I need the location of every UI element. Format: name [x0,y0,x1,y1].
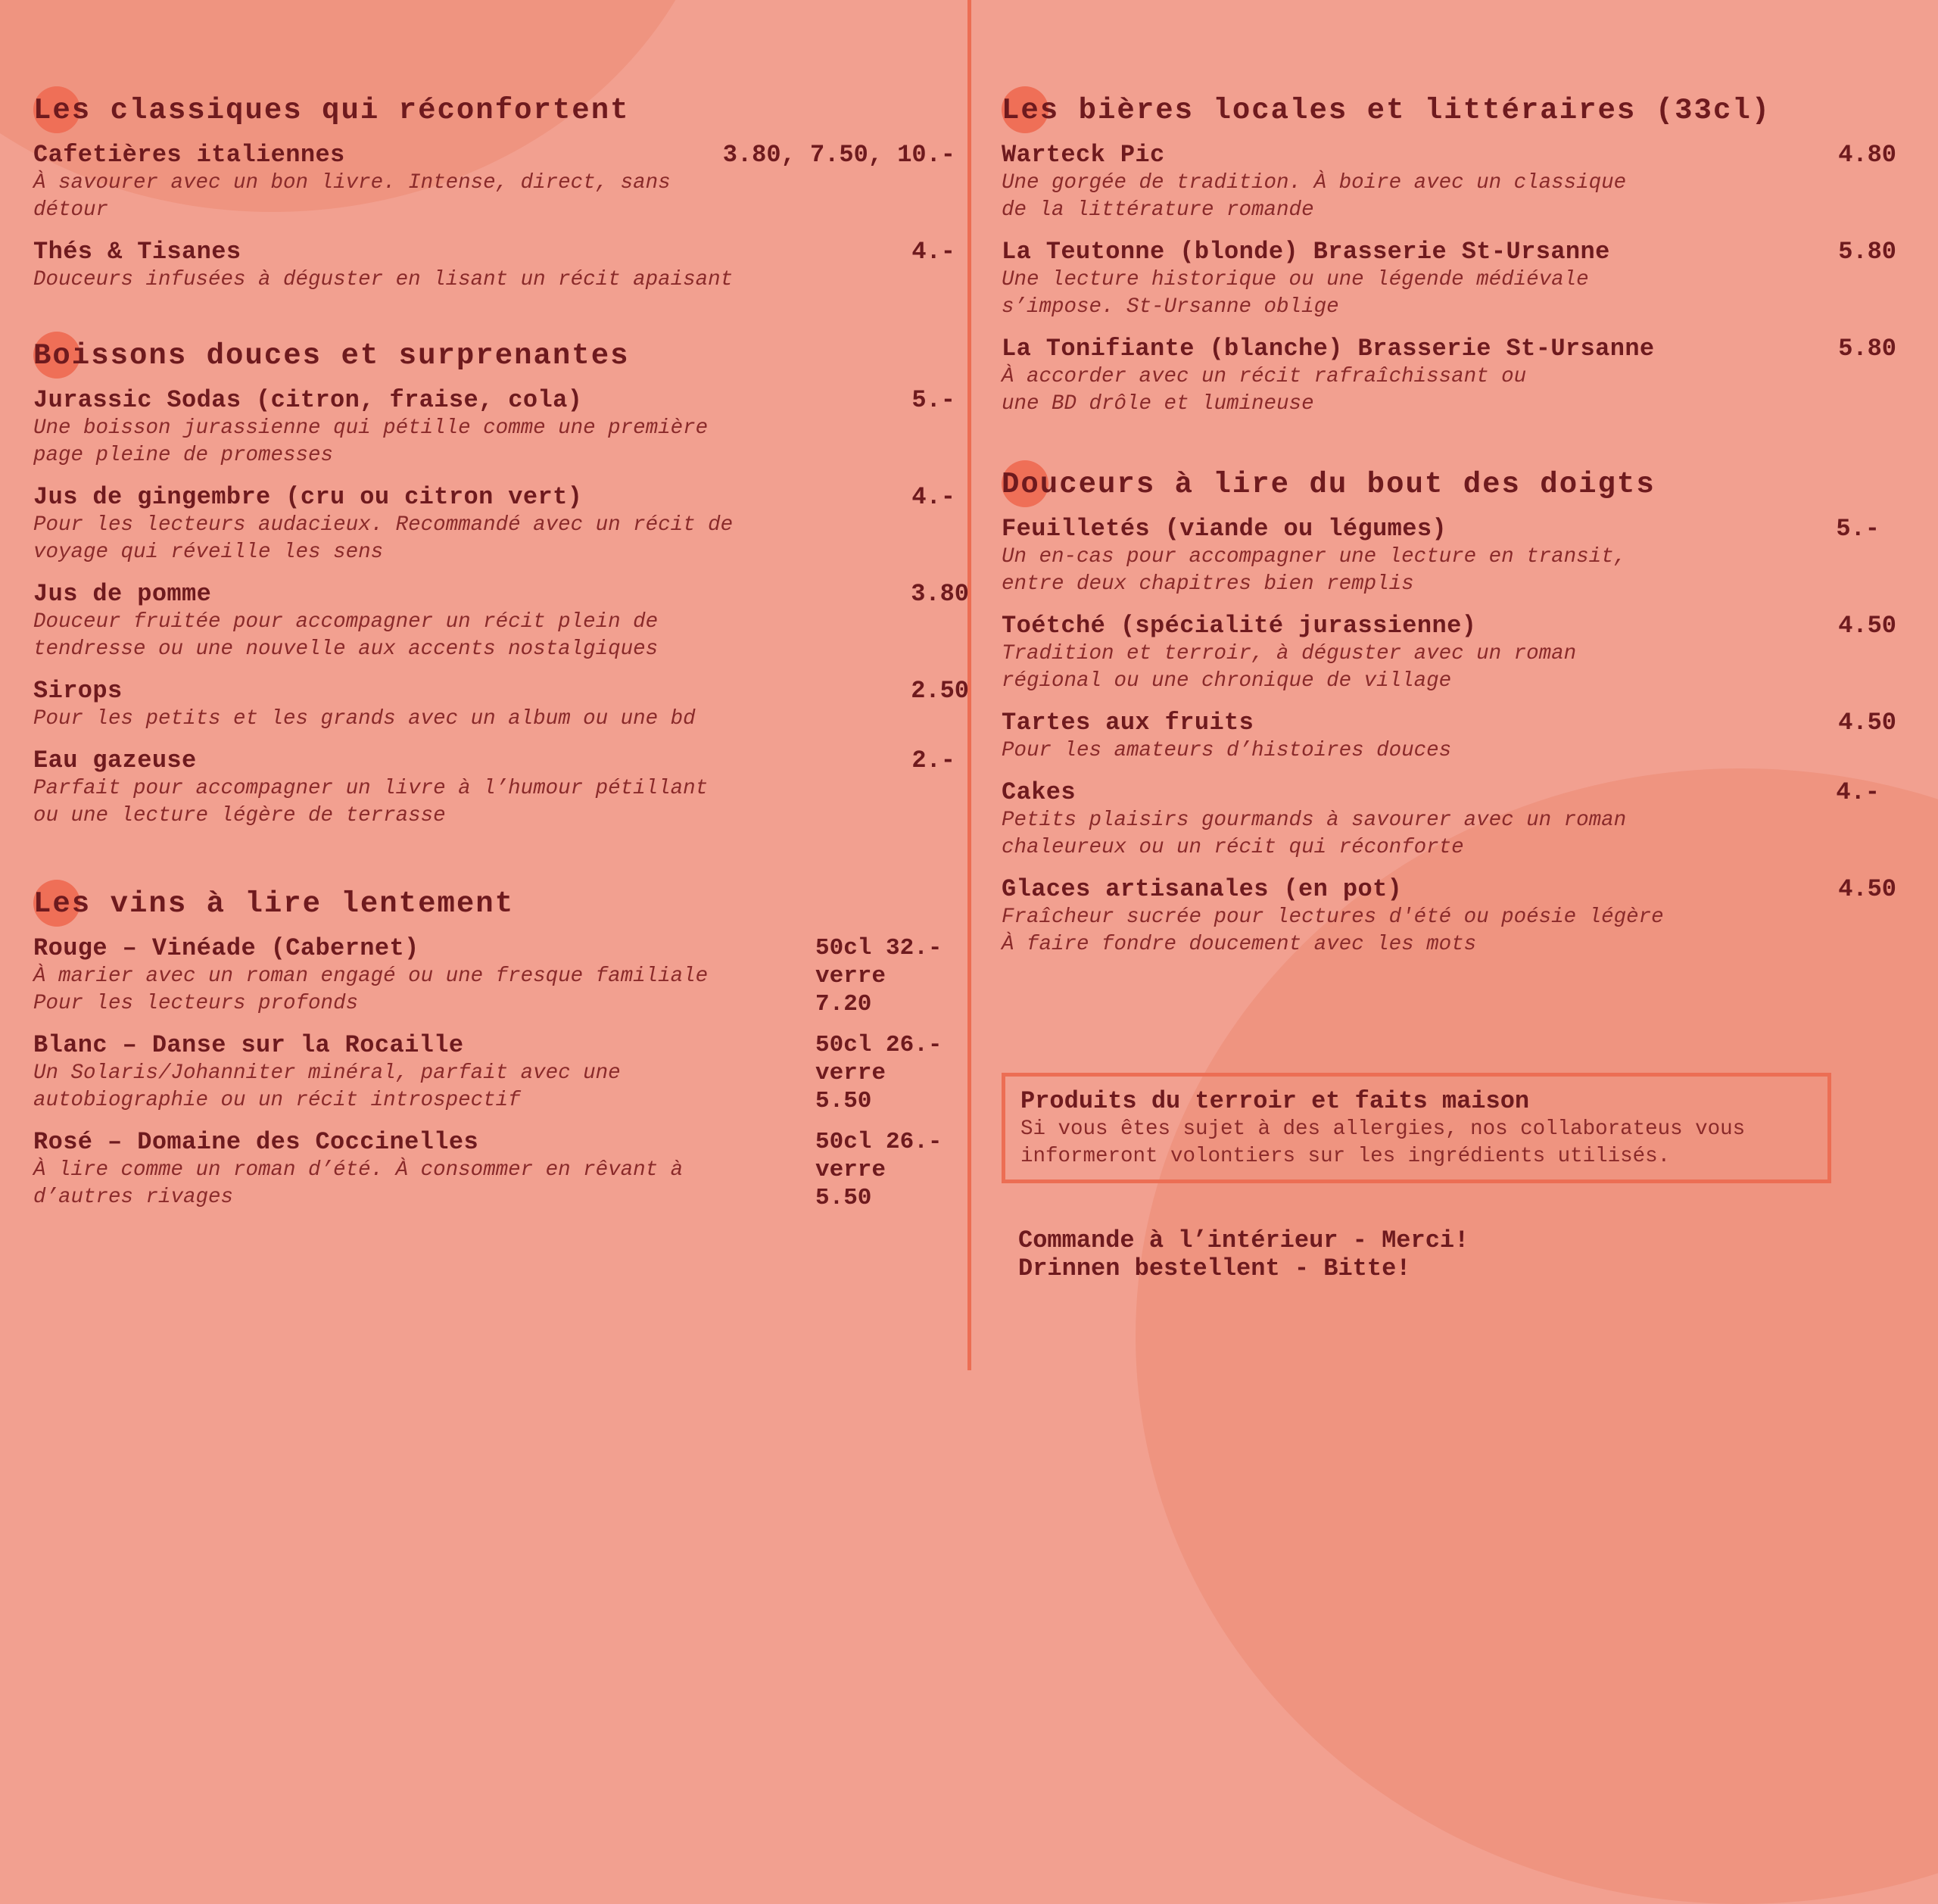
item-name: Glaces artisanales (en pot) [1002,875,1403,903]
menu-item [1002,612,1895,695]
item-price: 4.- [911,483,955,511]
item-description: Un en-cas pour accompagner une lecture en transit, entre deux chapitres bien remplis [1002,545,1627,596]
item-name: Cafetières italiennes [33,141,345,169]
section-douceurs [1002,463,1895,958]
menu-item [33,677,969,733]
menu-item [1002,515,1895,598]
section-bieres [1002,89,1895,418]
menu-item [33,1031,954,1114]
item-description: Douceurs infusées à déguster en lisant un récit apaisant [33,268,734,291]
menu-item [33,934,954,1017]
item-description: Un Solaris/Johanniter minéral, parfait avec une autobiographie ou un récit introspectif [33,1061,621,1112]
section-title: Boissons douces et surprenantes [33,335,954,377]
item-price: 3.80, 7.50, 10.- [722,141,955,169]
item-description: Douceur fruitée pour accompagner un récit plein de tendresse ou une nouvelle aux accents nostalgiques [33,610,659,661]
item-description: Une gorgée de tradition. À boire avec un classique de la littérature romande [1002,171,1627,222]
item-price: 4.- [1836,778,1880,806]
section-title: Douceurs à lire du bout des doigts [1002,463,1895,506]
section-classiques [33,89,954,294]
item-name: La Teutonne (blonde) Brasserie St-Ursanne [1002,238,1610,266]
menu-item [33,386,954,469]
menu-item [1002,778,1895,862]
item-name: Blanc – Danse sur la Rocaille [33,1031,464,1059]
item-price: 50cl 32.- verre 7.20 [815,935,943,1017]
menu-item [1002,141,1895,224]
item-name: La Tonifiante (blanche) Brasserie St-Ursanne [1002,335,1655,363]
item-name: Warteck Pic [1002,141,1165,169]
item-description: À savourer avec un bon livre. Intense, direct, sans détour [33,171,671,222]
item-description: À accorder avec un récit rafraîchissant ou une BD drôle et lumineuse [1002,365,1527,416]
allergy-note-box [1002,1073,1831,1183]
item-description: Tradition et terroir, à déguster avec un roman régional ou une chronique de village [1002,642,1577,693]
order-instructions: Commande à l’intérieur - Merci! Drinnen bestellent - Bitte! [1018,1226,1469,1282]
item-price: 4.50 [1838,709,1896,737]
menu-item [1002,238,1895,321]
item-price: 5.80 [1838,238,1896,266]
menu-item [1002,709,1895,765]
item-description: Une lecture historique ou une légende médiévale s’impose. St-Ursanne oblige [1002,268,1589,319]
item-name: Tartes aux fruits [1002,709,1254,737]
item-price: 2.50 [911,677,969,705]
section-title: Les classiques qui réconfortent [33,89,954,132]
item-name: Rosé – Domaine des Coccinelles [33,1128,479,1156]
note-title: Produits du terroir et faits maison [1020,1087,1530,1115]
item-name: Jus de gingembre (cru ou citron vert) [33,483,583,511]
menu-item [33,141,954,224]
item-name: Thés & Tisanes [33,238,241,266]
item-description: À lire comme un roman d’été. À consommer en rêvant à d’autres rivages [33,1158,684,1209]
menu-item [33,746,954,830]
item-description: Une boisson jurassienne qui pétille comme une première page pleine de promesses [33,416,709,467]
item-price: 5.- [1836,515,1880,543]
item-description: Parfait pour accompagner un livre à l’humour pétillant ou une lecture légère de terrasse [33,777,709,827]
menu-item [33,1128,954,1211]
item-name: Eau gazeuse [33,746,197,774]
item-name: Jus de pomme [33,580,212,608]
note-text: Si vous êtes sujet à des allergies, nos collaborateus vous informeront volontiers sur les ingrédients utilisés. [1020,1117,1746,1168]
item-price: 50cl 26.- verre 5.50 [815,1032,943,1114]
item-description: Pour les amateurs d’histoires douces [1002,739,1452,762]
item-description: Pour les petits et les grands avec un album ou une bd [33,707,696,731]
item-price: 4.80 [1838,141,1896,169]
section-title: Les vins à lire lentement [33,883,954,925]
item-price: 5.- [911,386,955,414]
menu-item [1002,875,1895,958]
section-boissons [33,335,969,830]
item-price: 4.- [911,238,955,266]
item-name: Feuilletés (viande ou légumes) [1002,515,1447,543]
item-name: Cakes [1002,778,1076,806]
item-price: 50cl 26.- verre 5.50 [815,1129,943,1211]
item-name: Sirops [33,677,123,705]
menu-item [1002,335,1895,418]
item-description: Petits plaisirs gourmands à savourer avec un roman chaleureux ou un récit qui réconforte [1002,809,1627,859]
item-price: 2.- [911,746,955,774]
item-description: À marier avec un roman engagé ou une fresque familiale Pour les lecteurs profonds [33,964,709,1015]
menu-item [33,483,954,566]
item-name: Toétché (spécialité jurassienne) [1002,612,1477,640]
item-price: 4.50 [1838,875,1896,903]
menu-item [33,238,954,294]
item-name: Jurassic Sodas (citron, fraise, cola) [33,386,583,414]
section-title: Les bières locales et littéraires (33cl) [1002,89,1895,132]
menu-item [33,580,969,663]
item-name: Rouge – Vinéade (Cabernet) [33,934,419,962]
item-price: 3.80 [911,580,969,608]
item-description: Pour les lecteurs audacieux. Recommandé avec un récit de voyage qui réveille les sens [33,513,734,564]
item-price: 5.80 [1838,335,1896,363]
item-description: Fraîcheur sucrée pour lectures d'été ou poésie légère À faire fondre doucement avec les mots [1002,905,1664,956]
item-price: 4.50 [1838,612,1896,640]
section-vins [33,883,954,1211]
